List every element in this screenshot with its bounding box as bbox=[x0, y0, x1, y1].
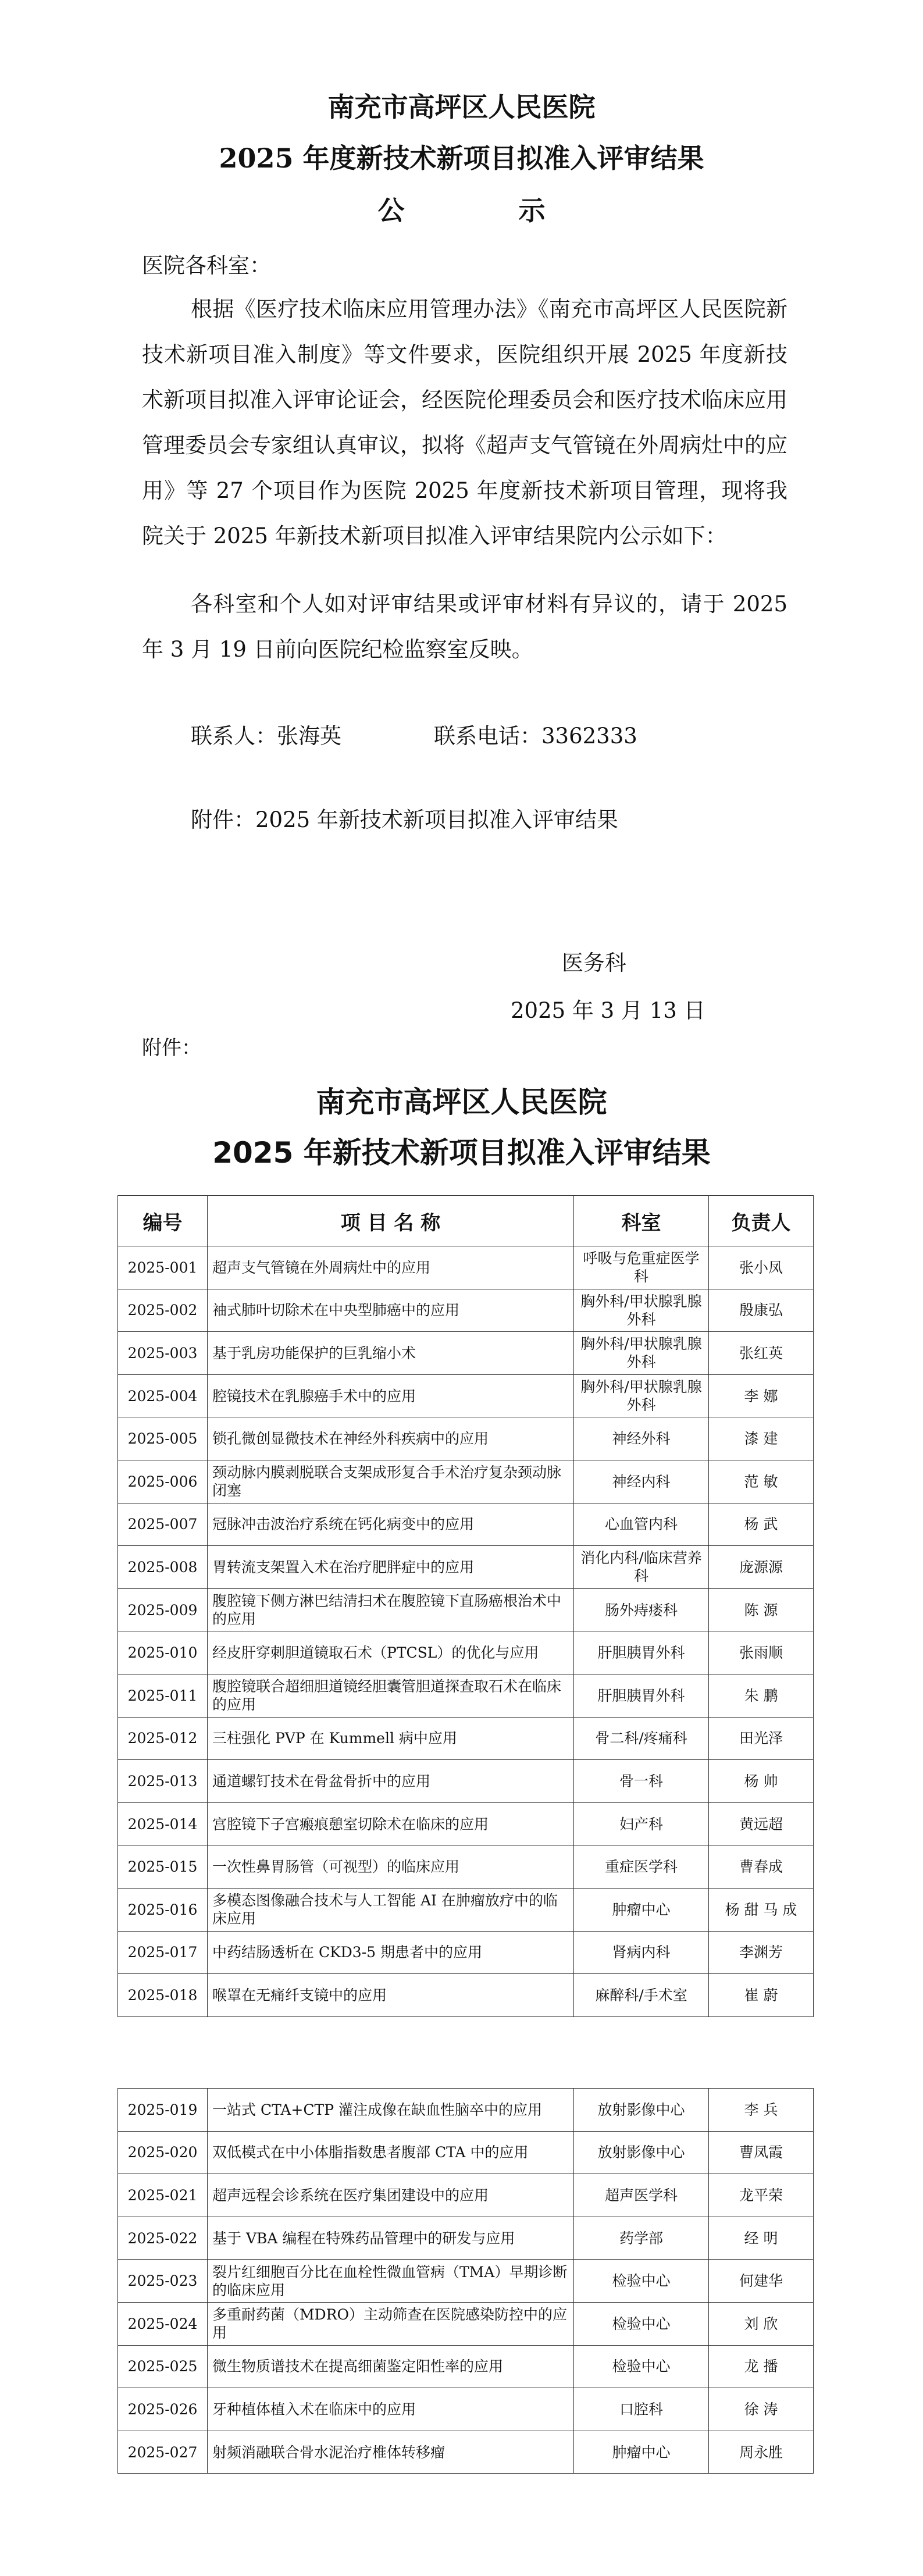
row-project-name: 冠脉冲击波治疗系统在钙化病变中的应用 bbox=[208, 1503, 574, 1546]
row-id: 2025-010 bbox=[118, 1631, 208, 1674]
row-project-name: 胃转流支架置入术在治疗肥胖症中的应用 bbox=[208, 1546, 574, 1589]
row-id: 2025-014 bbox=[118, 1802, 208, 1845]
row-lead: 龙 播 bbox=[709, 2345, 814, 2388]
row-department: 肝胆胰胃外科 bbox=[574, 1674, 709, 1717]
greeting: 医院各科室： bbox=[142, 253, 271, 278]
row-department: 肾病内科 bbox=[574, 1931, 709, 1974]
row-project-name: 通道螺钉技术在骨盆骨折中的应用 bbox=[208, 1760, 574, 1803]
row-project-name: 微生物质谱技术在提高细菌鉴定阳性率的应用 bbox=[208, 2345, 574, 2388]
table-row bbox=[118, 1460, 814, 1503]
row-id: 2025-005 bbox=[118, 1417, 208, 1460]
signature-department: 医务科 bbox=[562, 950, 626, 975]
row-project-name: 基于 VBA 编程在特殊药品管理中的研发与应用 bbox=[208, 2217, 574, 2260]
row-department: 肝胆胰胃外科 bbox=[574, 1631, 709, 1674]
row-project-name: 喉罩在无痛纤支镜中的应用 bbox=[208, 1974, 574, 2017]
table-row bbox=[118, 1246, 814, 1289]
row-department: 药学部 bbox=[574, 2217, 709, 2260]
row-project-name: 袖式肺叶切除术在中央型肺癌中的应用 bbox=[208, 1289, 574, 1332]
row-department: 重症医学科 bbox=[574, 1845, 709, 1889]
row-department: 呼吸与危重症医学科 bbox=[574, 1246, 709, 1289]
table-row bbox=[118, 2089, 814, 2132]
row-lead: 张红英 bbox=[709, 1332, 814, 1375]
row-id: 2025-004 bbox=[118, 1374, 208, 1417]
row-lead: 周永胜 bbox=[709, 2431, 814, 2474]
row-project-name: 裂片红细胞百分比在血栓性微血管病（TMA）早期诊断的临床应用 bbox=[208, 2260, 574, 2303]
row-department: 检验中心 bbox=[574, 2302, 709, 2345]
row-lead: 杨 甜 马 成 bbox=[709, 1888, 814, 1931]
row-department: 口腔科 bbox=[574, 2388, 709, 2431]
results-table-part1 bbox=[117, 1195, 814, 2017]
row-lead: 张雨顺 bbox=[709, 1631, 814, 1674]
row-lead: 龙平荣 bbox=[709, 2174, 814, 2217]
row-department: 检验中心 bbox=[574, 2260, 709, 2303]
row-lead: 何建华 bbox=[709, 2260, 814, 2303]
row-project-name: 一站式 CTA+CTP 灌注成像在缺血性脑卒中的应用 bbox=[208, 2089, 574, 2132]
row-department: 检验中心 bbox=[574, 2345, 709, 2388]
notice-paragraph-1: 根据《医疗技术临床应用管理办法》《南充市高坪区人民医院新技术新项目准入制度》等文件要求，医院组织开展 2025 年度新技术新项目拟准入评审论证会，经医院伦理委员会和医疗技术临床应用管理委员会专家组认真审议，拟将《超声支气管镜在外周病灶中的应用》等 27 个项目作为医院 2025 年度新技术新项目管理，现将我院关于 2025 年新技术新项目拟准入评审结果院内公示如下： bbox=[142, 297, 787, 548]
row-lead: 刘 欣 bbox=[709, 2302, 814, 2345]
table-row bbox=[118, 1332, 814, 1375]
row-id: 2025-019 bbox=[118, 2089, 208, 2132]
row-project-name: 超声支气管镜在外周病灶中的应用 bbox=[208, 1246, 574, 1289]
row-id: 2025-002 bbox=[118, 1289, 208, 1332]
row-id: 2025-026 bbox=[118, 2388, 208, 2431]
table-row bbox=[118, 1674, 814, 1717]
row-project-name: 腹腔镜下侧方淋巴结清扫术在腹腔镜下直肠癌根治术中的应用 bbox=[208, 1588, 574, 1631]
row-department: 神经内科 bbox=[574, 1460, 709, 1503]
table-row bbox=[118, 2131, 814, 2174]
table-row bbox=[118, 1717, 814, 1760]
row-id: 2025-017 bbox=[118, 1931, 208, 1974]
row-lead: 殷康弘 bbox=[709, 1289, 814, 1332]
table-row bbox=[118, 2217, 814, 2260]
table-row bbox=[118, 1888, 814, 1931]
header-id: 编号 bbox=[118, 1196, 208, 1246]
row-project-name: 射频消融联合骨水泥治疗椎体转移瘤 bbox=[208, 2431, 574, 2474]
header-department: 科室 bbox=[574, 1196, 709, 1246]
table-row bbox=[118, 1503, 814, 1546]
row-department: 肿瘤中心 bbox=[574, 1888, 709, 1931]
row-lead: 杨 武 bbox=[709, 1503, 814, 1546]
row-id: 2025-003 bbox=[118, 1332, 208, 1375]
notice-title-subject: 2025 年度新技术新项目拟准入评审结果 bbox=[219, 142, 704, 174]
row-lead: 范 敏 bbox=[709, 1460, 814, 1503]
row-lead: 庞源源 bbox=[709, 1546, 814, 1589]
row-department: 心血管内科 bbox=[574, 1503, 709, 1546]
table-row bbox=[118, 2302, 814, 2345]
row-department: 胸外科/甲状腺乳腺外科 bbox=[574, 1289, 709, 1332]
row-project-name: 颈动脉内膜剥脱联合支架成形复合手术治疗复杂颈动脉闭塞 bbox=[208, 1460, 574, 1503]
row-id: 2025-006 bbox=[118, 1460, 208, 1503]
row-department: 放射影像中心 bbox=[574, 2131, 709, 2174]
row-id: 2025-008 bbox=[118, 1546, 208, 1589]
row-id: 2025-024 bbox=[118, 2302, 208, 2345]
row-lead: 杨 帅 bbox=[709, 1760, 814, 1803]
row-department: 骨二科/疼痛科 bbox=[574, 1717, 709, 1760]
notice-title-hospital: 南充市高坪区人民医院 bbox=[327, 91, 596, 123]
row-project-name: 腹腔镜联合超细胆道镜经胆囊管胆道探查取石术在临床的应用 bbox=[208, 1674, 574, 1717]
row-project-name: 宫腔镜下子宫瘢痕憩室切除术在临床的应用 bbox=[208, 1802, 574, 1845]
row-id: 2025-013 bbox=[118, 1760, 208, 1803]
table-row bbox=[118, 2345, 814, 2388]
table-header-row bbox=[118, 1196, 814, 1246]
table-row bbox=[118, 1546, 814, 1589]
row-project-name: 多重耐药菌（MDRO）主动筛查在医院感染防控中的应用 bbox=[208, 2302, 574, 2345]
row-id: 2025-021 bbox=[118, 2174, 208, 2217]
row-project-name: 双低模式在中小体脂指数患者腹部 CTA 中的应用 bbox=[208, 2131, 574, 2174]
table-row bbox=[118, 2388, 814, 2431]
row-id: 2025-012 bbox=[118, 1717, 208, 1760]
signature-date: 2025 年 3 月 13 日 bbox=[511, 998, 705, 1023]
row-lead: 李 兵 bbox=[709, 2089, 814, 2132]
row-id: 2025-027 bbox=[118, 2431, 208, 2474]
contact-person: 联系人：张海英 bbox=[191, 724, 341, 749]
row-id: 2025-022 bbox=[118, 2217, 208, 2260]
row-project-name: 一次性鼻胃肠管（可视型）的临床应用 bbox=[208, 1845, 574, 1889]
row-id: 2025-009 bbox=[118, 1588, 208, 1631]
row-department: 胸外科/甲状腺乳腺外科 bbox=[574, 1332, 709, 1375]
row-department: 肠外痔瘘科 bbox=[574, 1588, 709, 1631]
row-department: 胸外科/甲状腺乳腺外科 bbox=[574, 1374, 709, 1417]
results-table-part2 bbox=[117, 2088, 814, 2474]
table-row bbox=[118, 1931, 814, 1974]
row-department: 肿瘤中心 bbox=[574, 2431, 709, 2474]
results-title-hospital: 南充市高坪区人民医院 bbox=[316, 1085, 607, 1119]
row-lead: 陈 源 bbox=[709, 1588, 814, 1631]
row-lead: 李 娜 bbox=[709, 1374, 814, 1417]
results-title-subject: 2025 年新技术新项目拟准入评审结果 bbox=[212, 1136, 711, 1170]
table-row bbox=[118, 1289, 814, 1332]
row-project-name: 腔镜技术在乳腺癌手术中的应用 bbox=[208, 1374, 574, 1417]
row-id: 2025-023 bbox=[118, 2260, 208, 2303]
row-lead: 漆 建 bbox=[709, 1417, 814, 1460]
header-project-name: 项 目 名 称 bbox=[208, 1196, 574, 1246]
row-project-name: 基于乳房功能保护的巨乳缩小术 bbox=[208, 1332, 574, 1375]
row-id: 2025-007 bbox=[118, 1503, 208, 1546]
table-row bbox=[118, 1760, 814, 1803]
row-project-name: 锁孔微创显微技术在神经外科疾病中的应用 bbox=[208, 1417, 574, 1460]
row-project-name: 多模态图像融合技术与人工智能 AI 在肿瘤放疗中的临床应用 bbox=[208, 1888, 574, 1931]
row-project-name: 牙种植体植入术在临床中的应用 bbox=[208, 2388, 574, 2431]
row-id: 2025-001 bbox=[118, 1246, 208, 1289]
table-row bbox=[118, 1631, 814, 1674]
row-id: 2025-020 bbox=[118, 2131, 208, 2174]
table-row bbox=[118, 1802, 814, 1845]
row-department: 超声医学科 bbox=[574, 2174, 709, 2217]
table-row bbox=[118, 2260, 814, 2303]
row-id: 2025-016 bbox=[118, 1888, 208, 1931]
table-row bbox=[118, 2174, 814, 2217]
table-row bbox=[118, 1417, 814, 1460]
row-id: 2025-025 bbox=[118, 2345, 208, 2388]
table-row bbox=[118, 1974, 814, 2017]
row-project-name: 中药结肠透析在 CKD3-5 期患者中的应用 bbox=[208, 1931, 574, 1974]
row-lead: 黄远超 bbox=[709, 1802, 814, 1845]
row-id: 2025-015 bbox=[118, 1845, 208, 1889]
row-lead: 崔 蔚 bbox=[709, 1974, 814, 2017]
attachment-label: 附件： bbox=[142, 1036, 201, 1060]
row-project-name: 超声远程会诊系统在医疗集团建设中的应用 bbox=[208, 2174, 574, 2217]
row-project-name: 三柱强化 PVP 在 Kummell 病中应用 bbox=[208, 1717, 574, 1760]
row-lead: 曹凤霞 bbox=[709, 2131, 814, 2174]
row-lead: 经 明 bbox=[709, 2217, 814, 2260]
row-lead: 李渊芳 bbox=[709, 1931, 814, 1974]
row-department: 妇产科 bbox=[574, 1802, 709, 1845]
row-lead: 曹春成 bbox=[709, 1845, 814, 1889]
row-lead: 田光泽 bbox=[709, 1717, 814, 1760]
notice-title-announcement: 公 示 bbox=[377, 195, 598, 226]
row-department: 消化内科/临床营养科 bbox=[574, 1546, 709, 1589]
header-lead: 负责人 bbox=[709, 1196, 814, 1246]
attachment-reference: 附件：2025 年新技术新项目拟准入评审结果 bbox=[191, 807, 618, 832]
row-id: 2025-011 bbox=[118, 1674, 208, 1717]
row-department: 麻醉科/手术室 bbox=[574, 1974, 709, 2017]
row-department: 骨一科 bbox=[574, 1760, 709, 1803]
contact-phone: 联系电话：3362333 bbox=[434, 724, 637, 749]
row-department: 放射影像中心 bbox=[574, 2089, 709, 2132]
row-lead: 朱 鹏 bbox=[709, 1674, 814, 1717]
row-lead: 张小凤 bbox=[709, 1246, 814, 1289]
row-id: 2025-018 bbox=[118, 1974, 208, 2017]
row-project-name: 经皮肝穿刺胆道镜取石术（PTCSL）的优化与应用 bbox=[208, 1631, 574, 1674]
table-row bbox=[118, 1588, 814, 1631]
table-row bbox=[118, 2431, 814, 2474]
table-row bbox=[118, 1374, 814, 1417]
notice-paragraph-2: 各科室和个人如对评审结果或评审材料有异议的，请于 2025 年 3 月 19 日前向医院纪检监察室反映。 bbox=[142, 592, 787, 662]
row-lead: 徐 涛 bbox=[709, 2388, 814, 2431]
table-row bbox=[118, 1845, 814, 1889]
row-department: 神经外科 bbox=[574, 1417, 709, 1460]
